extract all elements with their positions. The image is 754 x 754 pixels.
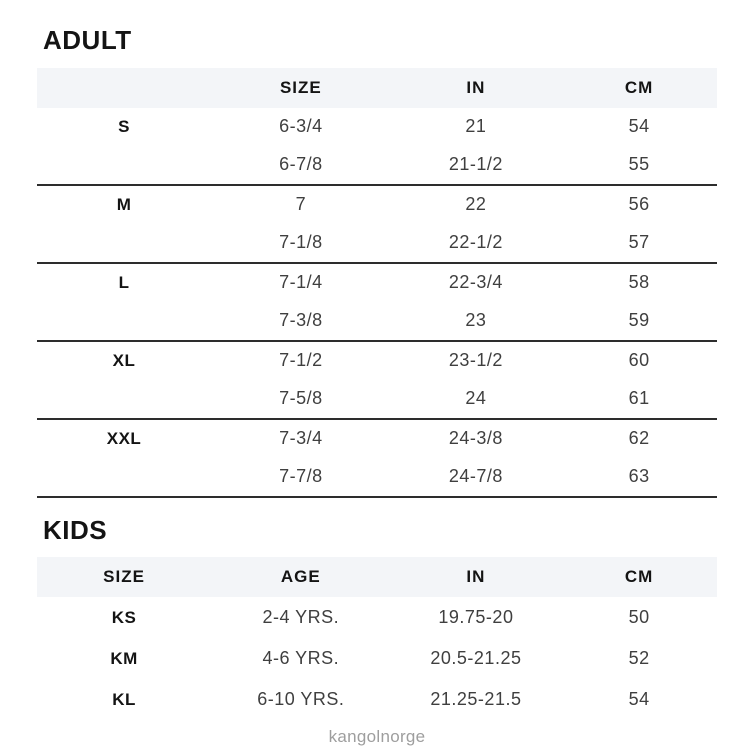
kids-column-header-in: IN (466, 567, 486, 587)
in-cell: 24 (465, 388, 487, 409)
kids-table-header-row (37, 557, 717, 597)
cm-cell: 50 (628, 607, 650, 628)
table-row (37, 420, 717, 458)
in-cell: 21-1/2 (448, 154, 503, 175)
size-cell: 7-5/8 (279, 388, 323, 409)
kids-size-table (37, 557, 717, 720)
table-row (37, 108, 717, 146)
kids-column-header-age: AGE (280, 567, 321, 587)
in-cell: 24-7/8 (448, 466, 503, 487)
table-row (37, 302, 717, 340)
cm-cell: 54 (628, 689, 650, 710)
size-group-l (37, 264, 717, 342)
table-row (37, 458, 717, 496)
in-cell: 22-1/2 (448, 232, 503, 253)
cm-cell: 56 (628, 194, 650, 215)
size-group-label: S (118, 116, 130, 136)
kids-size-label: KM (110, 648, 138, 668)
size-group-xxl (37, 420, 717, 498)
size-cell: 7-7/8 (279, 466, 323, 487)
table-row (37, 146, 717, 184)
in-cell: 21 (465, 116, 487, 137)
size-cell: 6-3/4 (279, 116, 323, 137)
adult-column-header-size: SIZE (279, 77, 322, 97)
kids-column-header-size: SIZE (103, 567, 145, 587)
kids-column-header-cm: CM (624, 567, 654, 587)
size-cell: 7 (295, 194, 307, 215)
brand-watermark: kangolnorge (328, 727, 426, 747)
in-cell: 22-3/4 (448, 272, 503, 293)
in-cell: 24-3/8 (448, 428, 503, 449)
adult-table-header-row (37, 68, 717, 108)
cm-cell: 62 (628, 428, 650, 449)
adult-size-table (37, 68, 717, 498)
in-cell: 23 (465, 310, 487, 331)
table-row-kl (37, 679, 717, 720)
table-row (37, 186, 717, 224)
cm-cell: 55 (628, 154, 650, 175)
table-row-km (37, 638, 717, 679)
age-cell: 6-10 YRS. (257, 689, 345, 710)
in-cell: 21.25-21.5 (430, 689, 522, 710)
kids-size-label: KS (111, 607, 137, 627)
size-group-label: M (116, 194, 132, 214)
cm-cell: 57 (628, 232, 650, 253)
size-cell: 7-1/4 (279, 272, 323, 293)
size-group-label: L (118, 272, 130, 292)
size-group-m (37, 186, 717, 264)
adult-column-header-in: IN (466, 77, 486, 97)
size-group-xl (37, 342, 717, 420)
cm-cell: 63 (628, 466, 650, 487)
cm-cell: 61 (628, 388, 650, 409)
age-cell: 2-4 YRS. (262, 607, 340, 628)
adult-section (37, 26, 717, 498)
table-row (37, 342, 717, 380)
size-cell: 7-3/4 (279, 428, 323, 449)
cm-cell: 58 (628, 272, 650, 293)
in-cell: 19.75-20 (438, 607, 514, 628)
adult-section-title: ADULT (43, 25, 132, 55)
cm-cell: 52 (628, 648, 650, 669)
size-group-label: XXL (106, 428, 142, 448)
size-cell: 7-3/8 (279, 310, 323, 331)
in-cell: 23-1/2 (448, 350, 503, 371)
in-cell: 20.5-21.25 (430, 648, 522, 669)
kids-size-label: KL (112, 689, 136, 709)
table-row (37, 224, 717, 262)
size-cell: 7-1/2 (279, 350, 323, 371)
table-row (37, 380, 717, 418)
kids-section-title: KIDS (43, 514, 108, 545)
kids-section (37, 516, 717, 721)
table-row (37, 264, 717, 302)
adult-column-header-cm: CM (624, 77, 654, 97)
cm-cell: 60 (628, 350, 650, 371)
age-cell: 4-6 YRS. (262, 648, 340, 669)
size-cell: 7-1/8 (279, 232, 323, 253)
size-group-label: XL (112, 350, 136, 370)
cm-cell: 59 (628, 310, 650, 331)
in-cell: 22 (465, 194, 487, 215)
size-group-s (37, 108, 717, 186)
table-row-ks (37, 597, 717, 638)
size-cell: 6-7/8 (279, 154, 323, 175)
cm-cell: 54 (628, 116, 650, 137)
